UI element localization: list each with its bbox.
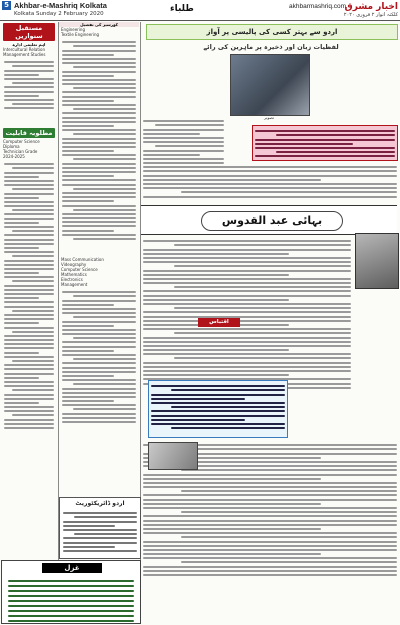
small-photo — [148, 442, 198, 470]
photo-caption: تصویر — [264, 115, 274, 120]
middle-heading: کورسیز کی تفصیل — [59, 22, 139, 27]
middle-item: Textile Engineering — [61, 32, 100, 37]
ghazal-title: غزل — [42, 563, 102, 573]
urdu-masthead: اخبار مشرق — [344, 2, 398, 12]
feature-header — [141, 205, 397, 235]
feature-title: بہائی عبد القدوس — [201, 211, 343, 231]
middle-item: Videography — [61, 262, 87, 267]
left-item: Management Studies — [3, 52, 46, 57]
sub-headline: لفظیات زبان اور ذخیرہ پر ماہرین کی رائے — [203, 43, 339, 51]
middle-item: Mathematics — [61, 272, 87, 277]
left-item: Computer Science — [3, 139, 40, 144]
header-left — [2, 2, 107, 18]
website-url[interactable]: akhbarmashriq.com — [289, 3, 347, 10]
quote-box — [148, 380, 288, 438]
middle-item: Computer Science — [61, 267, 98, 272]
middle-item: Mass Communication — [61, 257, 104, 262]
directorate-ad — [59, 497, 141, 559]
page-number: 5 — [2, 1, 11, 10]
ghazal-box — [1, 560, 141, 624]
highlight-box — [252, 125, 398, 161]
article-photo — [230, 54, 310, 116]
left-item: Diploma — [3, 144, 20, 149]
left-item: 2024-2025 — [3, 154, 25, 159]
middle-item: Management — [61, 282, 88, 287]
left-green-heading: مطلوبہ قابلیت — [3, 128, 55, 138]
ad-heading: اردو ڈائریکٹوریٹ — [75, 500, 125, 507]
headline-banner: اردو سے بہتر کسی کی پالیسی پر آواز — [146, 24, 398, 40]
middle-item: Engineering — [61, 27, 85, 32]
date-line: Kolkata Sunday 2 February 2020 — [14, 11, 104, 17]
page-header — [0, 0, 400, 21]
header-right — [344, 2, 398, 18]
section-title: طلباء — [170, 4, 194, 14]
side-photo — [355, 233, 399, 289]
left-heading: مستقبل سنواریں — [3, 23, 55, 41]
left-column — [1, 22, 57, 622]
urdu-date: کلکتہ اتوار ۲ فروری ۲۰۲۰ — [343, 12, 398, 18]
middle-item: Electronics — [61, 277, 83, 282]
quote-tag: اقتباس — [198, 318, 240, 327]
left-item: Intercultural Relation — [3, 47, 46, 52]
left-subheading: اہم تعلیمی ادارے — [12, 42, 46, 47]
paper-name-english: Akhbar-e-Mashriq Kolkata — [14, 1, 107, 10]
left-item: Technician Grade — [3, 149, 38, 154]
